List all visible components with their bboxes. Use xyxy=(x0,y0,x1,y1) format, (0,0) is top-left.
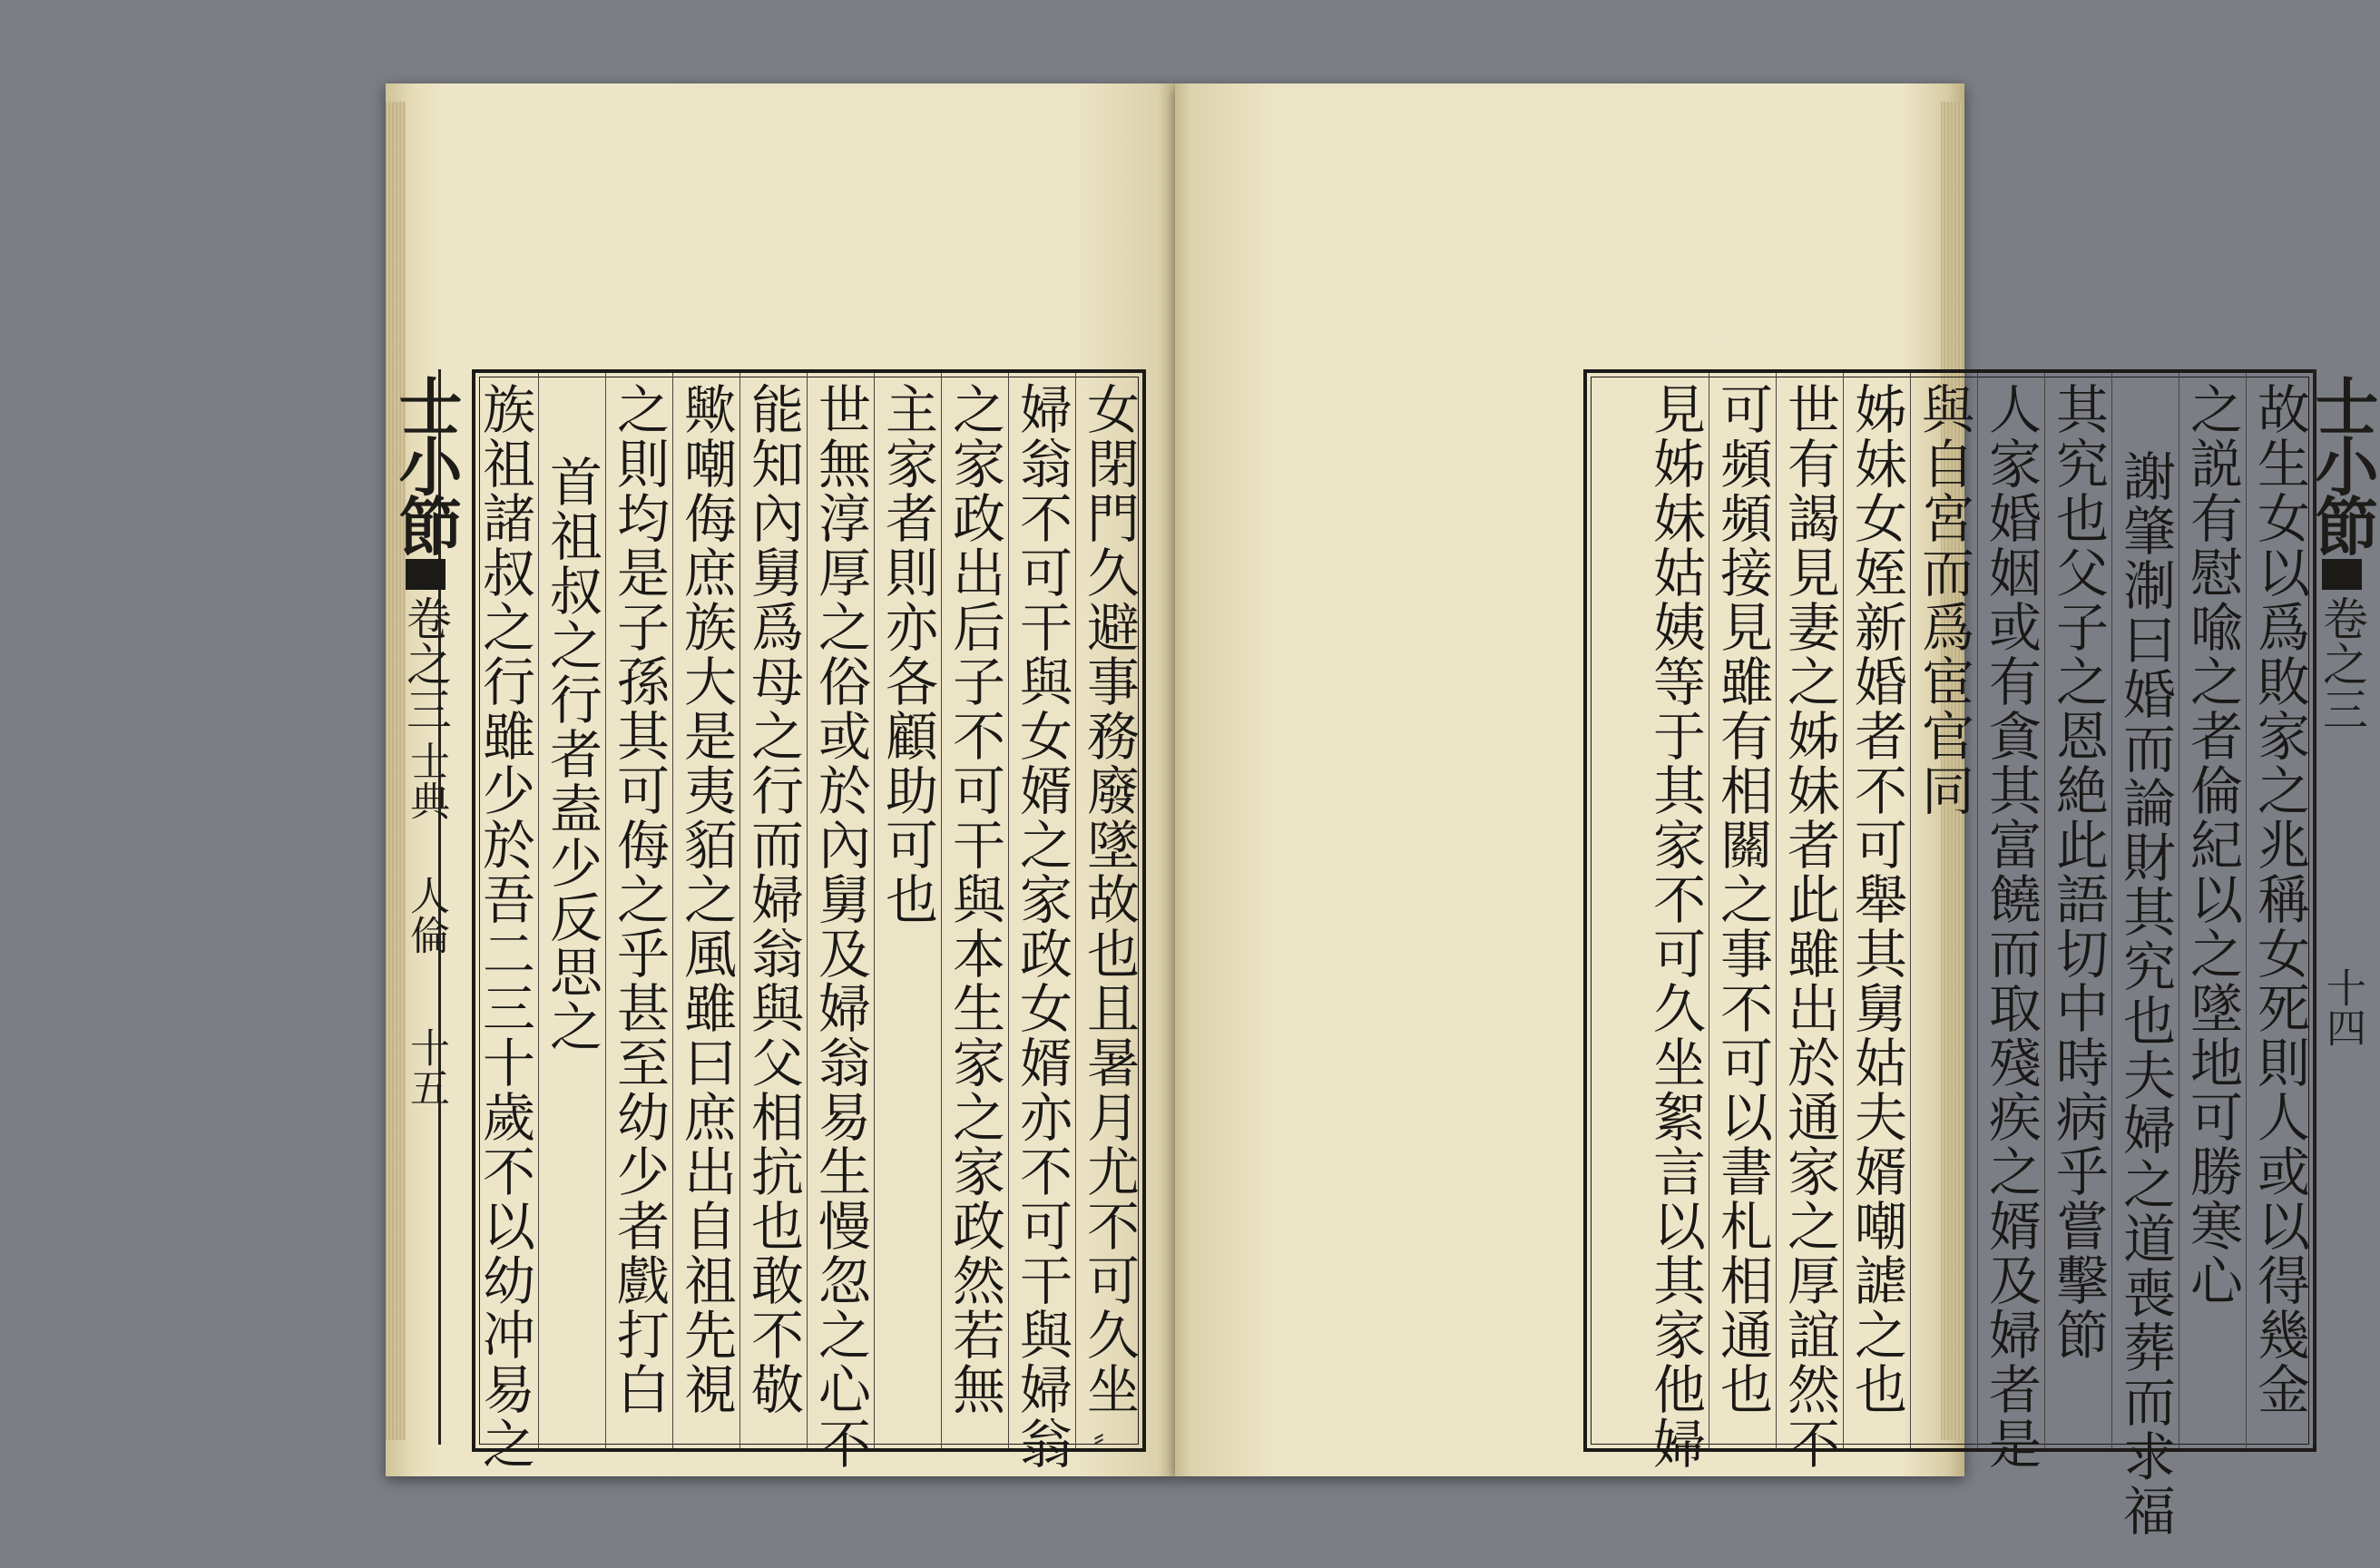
right-col-9: 可頻頻接見雖有相關之事不可以書札相通也 xyxy=(1709,373,1776,1448)
left-col-2: 婦翁不可干與女婿之家政女婿亦不可干與婦翁 xyxy=(1008,373,1075,1448)
left-col-3: 之家政出后子不可干與本生家之家政然若無 xyxy=(941,373,1008,1448)
right-col-7: 姊妹女姪新婚者不可舉其舅姑夫婿嘲謔之也 xyxy=(1843,373,1910,1448)
left-text-columns xyxy=(474,373,1142,1471)
right-col-10: 見姊妹姑姨等于其家不可久坐絮言以其家他婦 xyxy=(1644,382,1706,1471)
left-bottom-mark: ⸗ xyxy=(1093,1418,1104,1455)
right-col-5: 人家婚姻或有貪其富饒而取殘疾之婿及婦者是 xyxy=(1977,373,2044,1448)
right-page xyxy=(1175,83,2380,1538)
right-col-1: 故生女以爲敗家之兆稱女死則人或以得幾金 xyxy=(2246,373,2313,1448)
right-folio-title: 士小節 xyxy=(2305,374,2380,554)
left-col-7: 歟嘲侮庶族大是夷貊之風雖曰庶出自祖先視 xyxy=(672,373,739,1448)
left-folio xyxy=(388,374,464,1107)
left-col-6: 能知內舅爲母之行而婦翁與父相抗也敢不敬 xyxy=(739,373,807,1448)
right-col-6: 與自宮而爲宦官同 xyxy=(1910,373,1977,1448)
open-book xyxy=(386,83,2380,1538)
left-page xyxy=(386,83,1175,1476)
right-col-2: 之説有慰喩之者倫紀以之墜地可勝寒心 xyxy=(2179,373,2246,1448)
left-folio-chapter: 人倫 xyxy=(403,875,449,955)
right-folio-juan: 卷之三 xyxy=(2316,595,2368,731)
right-col-3: 謝肇淛曰婚而論財其究也夫婦之道喪葬而求福 xyxy=(2111,373,2179,1448)
left-text-frame xyxy=(472,369,1146,1471)
left-folio-title: 士小節 xyxy=(388,374,464,554)
left-folio-page-number: 十五 xyxy=(403,1027,449,1107)
left-col-4: 主家者則亦各顧助可也 xyxy=(874,373,941,1448)
left-folio-band xyxy=(406,559,446,590)
right-col-8: 世有謁見妻之姊妹者此雖出於通家之厚誼然不 xyxy=(1776,373,1843,1448)
right-folio-band xyxy=(2322,559,2362,590)
left-col-8: 之則均是子孫其可侮之乎甚至幼少者戲打白 xyxy=(605,373,672,1448)
left-col-9: 首祖叔之行者盍少反思之 xyxy=(538,373,605,1448)
left-col-5: 世無淳厚之俗或於內舅及婦翁易生慢忽之心不 xyxy=(807,373,874,1448)
right-folio xyxy=(2305,374,2380,1047)
right-text-columns xyxy=(1587,373,2313,1538)
right-col-4: 其究也父子之恩絶此語切中時病乎嘗擊節 xyxy=(2044,373,2111,1448)
left-folio-section: 士典 xyxy=(403,740,449,820)
left-col-10: 族祖諸叔之行雖少於吾二三十歲不以幼冲易之 xyxy=(474,382,535,1471)
left-col-1: 女閉門久避事務廢墜故也且暑月尤不可久坐 xyxy=(1075,373,1142,1448)
left-folio-juan: 卷之三 xyxy=(399,595,452,731)
right-text-frame xyxy=(1583,369,2316,1538)
right-folio-page-number: 十四 xyxy=(2319,967,2365,1047)
